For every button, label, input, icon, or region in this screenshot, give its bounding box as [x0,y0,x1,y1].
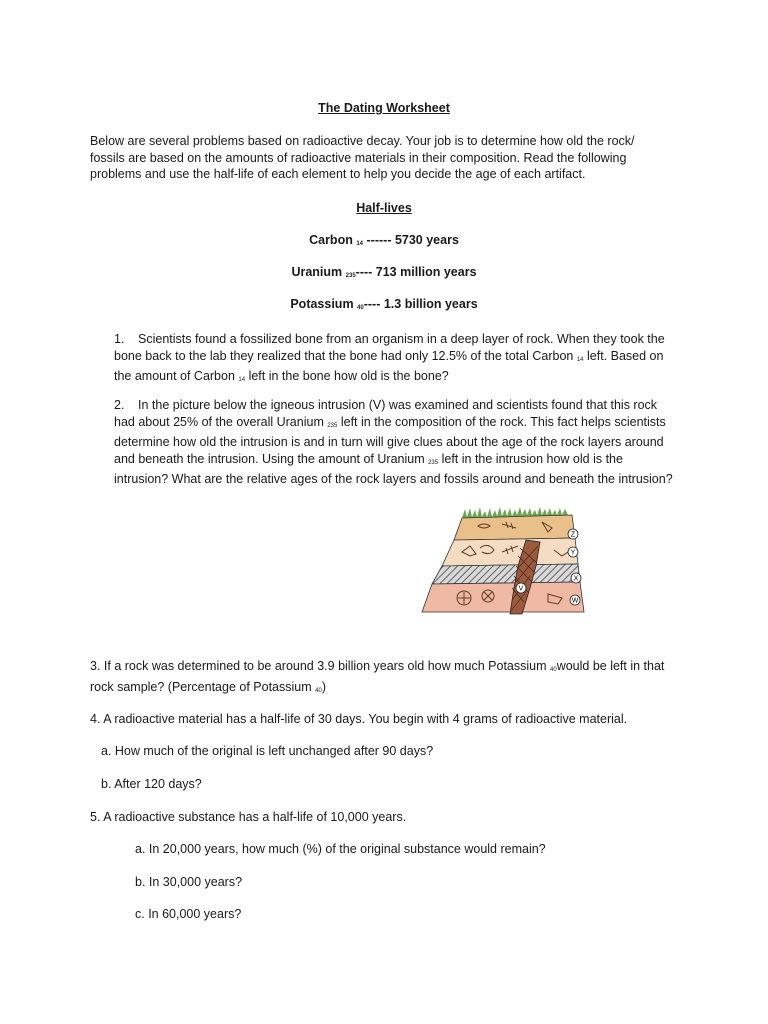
halflife-element: Potassium [290,297,354,311]
halflife-carbon [0,233,768,247]
question-5: 5. A radioactive substance has a half-life of 10,000 years. [90,810,407,824]
question-4: 4. A radioactive material has a half-life of 30 days. You begin with 4 grams of radioactive material. [90,712,628,726]
label-v: V [518,585,524,593]
q1-text: bone back to the lab they realized that the bone had only 12.5% of the total Carbon [114,348,574,363]
q2-text: and beneath the intrusion. Using the amount of Uranium [114,451,425,466]
question-5b: b. In 30,000 years? [135,875,243,889]
label-x: X [573,575,579,583]
q2-line-1 [114,397,744,414]
question-5c: c. In 60,000 years? [135,907,242,921]
q3-line-2 [90,679,740,700]
q3-text: would be left in that [556,659,665,673]
q2-line-2 [114,414,744,435]
q1-line-3 [114,368,734,389]
q2-line-3: determine how old the intrusion is and in turn will give clues about the age of the rock layers around [114,435,664,449]
label-y: Y [570,549,576,557]
q2-text: had about 25% of the overall Uranium [114,414,324,429]
q1-number: 1. [114,332,125,346]
q2-number: 2. [114,398,125,412]
question-4a: a. How much of the original is left unchanged after 90 days? [101,744,434,758]
halflife-element: Carbon [309,233,353,247]
q2-sub: 235 [428,459,439,466]
halflife-value: ---- 1.3 billion years [363,297,478,311]
q2-text: left in the intrusion how old is the [441,451,623,466]
label-z: Z [570,531,576,539]
q3-sub: 40 [315,687,322,694]
q3-text: rock sample? (Percentage of Potassium [90,679,312,694]
q1-sub: 14 [238,377,246,383]
halflife-value: ------ 5730 years [366,233,459,247]
q2-line-4 [114,451,744,472]
q3-sub: 40 [550,667,557,673]
halflives-heading: Half-lives [356,201,412,215]
q1-text: left. Based on [587,348,664,363]
intro-paragraph [90,133,730,183]
q3-text: ) [321,679,326,694]
rock-layers-figure [418,506,588,618]
q3-line-1 [90,658,740,679]
q1-line-2 [114,348,734,369]
q2-text: In the picture below the igneous intrusion (V) was examined and scientists found that this rock [138,398,658,412]
halflife-element: Uranium [291,265,343,279]
q1-text: Scientists found a fossilized bone from an organism in a deep layer of rock. When they took the [138,332,665,346]
page-title: The Dating Worksheet [318,101,450,115]
q3-text: If a rock was determined to be around 3.9 billion years old how much Potassium [103,659,547,673]
question-1 [114,331,734,389]
label-w: W [571,597,579,605]
layer-x [432,564,580,584]
q2-text: left in the composition of the rock. This fact helps scientists [340,414,666,429]
intro-line-1: Below are several problems based on radioactive decay. Your job is to determine how old the rock/ [90,134,635,148]
q3-number: 3. [90,659,101,673]
q1-text: the amount of Carbon [114,369,235,383]
halflife-uranium [0,265,768,279]
q1-line-1 [114,331,734,348]
halflife-isotope: 14 [356,241,364,247]
intro-line-2: fossils are based on the amounts of radioactive materials in their composition. Read the following [90,150,627,165]
halflife-value: ---- 713 million years [355,265,477,279]
intro-line-3: problems and use the half-life of each element to help you decide the age of each artifact. [90,167,586,181]
q2-line-5: intrusion? What are the relative ages of the rock layers and fossils around and beneath the intrusion? [114,472,673,486]
question-3 [90,658,740,699]
halflife-potassium [0,297,768,311]
halflife-isotope: 235 [345,273,356,279]
q1-text: left in the bone how old is the bone? [248,369,449,383]
question-5a: a. In 20,000 years, how much (%) of the original substance would remain? [135,842,546,856]
halflife-isotope: 40 [357,305,364,311]
question-4b: b. After 120 days? [101,777,202,791]
q1-sub: 14 [576,356,584,363]
question-2 [114,397,744,488]
q2-sub: 235 [327,422,338,429]
